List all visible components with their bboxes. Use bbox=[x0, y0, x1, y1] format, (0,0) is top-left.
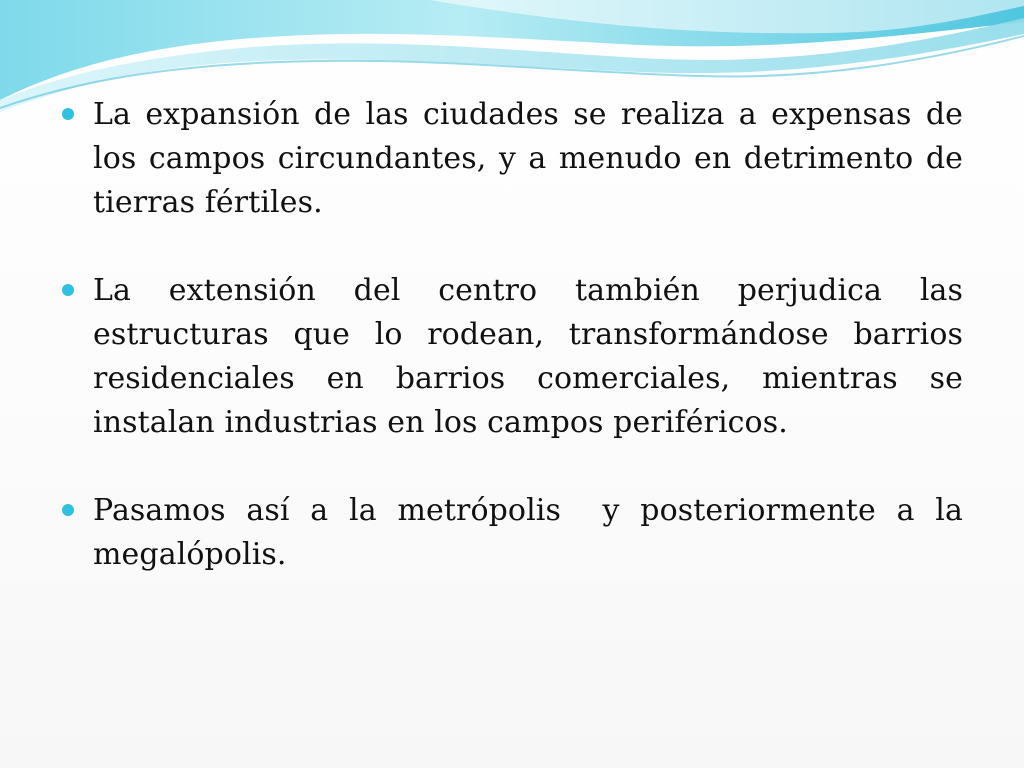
bullet-text: La extensión del centro también perjudica las estructuras que lo rodean, transformándose barrios residenciales en barrios comerciales, mientras se instalan industrias en los campos periféricos. bbox=[93, 273, 963, 440]
circle-bullet-icon bbox=[62, 504, 74, 516]
bullet-list bbox=[62, 93, 973, 577]
bullet-item bbox=[62, 489, 973, 577]
bullet-item bbox=[62, 93, 963, 225]
circle-bullet-icon bbox=[62, 108, 74, 120]
bullet-item bbox=[62, 269, 963, 445]
bullet-text: Pasamos así a la metrópolis y posteriormente a la megalópolis. bbox=[93, 493, 973, 572]
bullet-text: La expansión de las ciudades se realiza a expensas de los campos circundantes, y a menudo en detrimento de tierras fértiles. bbox=[93, 97, 963, 220]
circle-bullet-icon bbox=[62, 284, 74, 296]
